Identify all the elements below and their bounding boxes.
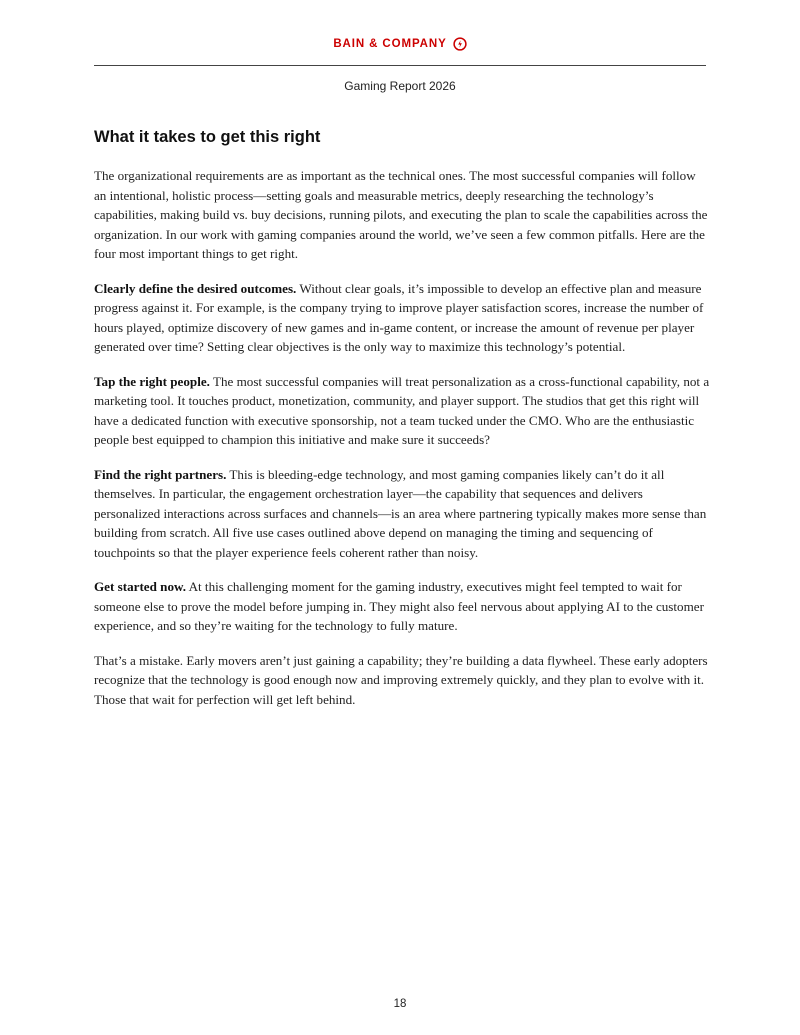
main-content xyxy=(94,127,710,724)
item-lead: Clearly define the desired outcomes. xyxy=(94,280,297,296)
bain-compass-icon xyxy=(453,37,467,51)
item-paragraph xyxy=(94,279,710,357)
item-body: The most successful companies will treat personalization as a cross-functional capability, not a marketing tool. It touches product, monetization, community, and player support. The studios that get this right will have a dedicated function with executive sponsorship, not a team tucked under the CMO. Who are the enthusiastic people best equipped to champion this initiative and make sure it succeeds? xyxy=(94,373,710,447)
item-body: Without clear goals, it’s impossible to develop an effective plan and measure progress against it. For example, is the company trying to improve player satisfaction scores, increase the number of hours played, optimize discovery of new games and in-game content, or increase the amount of revenue per player generated over time? Setting clear objectives is the only way to maximize this technology’s potential. xyxy=(94,280,704,354)
item-lead: Get started now. xyxy=(94,579,187,594)
brand-name: BAIN & COMPANY xyxy=(333,38,447,50)
item-paragraph xyxy=(94,465,710,563)
item-lead: Tap the right people. xyxy=(94,373,210,389)
closing-paragraph: That’s a mistake. Early movers aren’t just gaining a capability; they’re building a data flywheel. These early adopters recognize that the technology is good enough now and improving extremely quickly, and they plan to evolve with it. Those that wait for perfection will get left behind. xyxy=(94,652,708,707)
brand-logo-lockup xyxy=(333,37,466,51)
header-divider xyxy=(94,65,706,66)
item-paragraph xyxy=(94,372,710,450)
report-title: Gaming Report 2026 xyxy=(344,79,456,93)
page-number: 18 xyxy=(393,998,407,1010)
item-body: At this challenging moment for the gaming industry, executives might feel tempted to wait for someone else to prove the model before jumping in. They might also feel nervous about applying AI to the customer experience, and so they’re waiting for the technology to fully mature. xyxy=(94,579,704,633)
item-body: This is bleeding-edge technology, and most gaming companies likely can’t do it all themselves. In particular, the engagement orchestration layer—the capability that sequences and delivers personalized interactions across surfaces and channels—is an area where partnering typically makes more sense than building from scratch. All five use cases outlined above depend on managing the timing and sequencing of touchpoints so that the player experience feels coherent rather than noisy. xyxy=(94,466,707,560)
section-heading: What it takes to get this right xyxy=(94,128,321,146)
intro-paragraph: The organizational requirements are as important as the technical ones. The most successful companies will follow an intentional, holistic process—setting goals and measurable metrics, deeply researching the technology’s capabilities, making build vs. buy decisions, running pilots, and executing the plan to scale the capabilities across the organization. In our work with gaming companies around the world, we’ve seen a few common pitfalls. Here are the four most important things to get right. xyxy=(94,168,708,261)
item-paragraph xyxy=(94,577,710,636)
item-lead: Find the right partners. xyxy=(94,466,227,482)
page-header xyxy=(0,34,800,54)
